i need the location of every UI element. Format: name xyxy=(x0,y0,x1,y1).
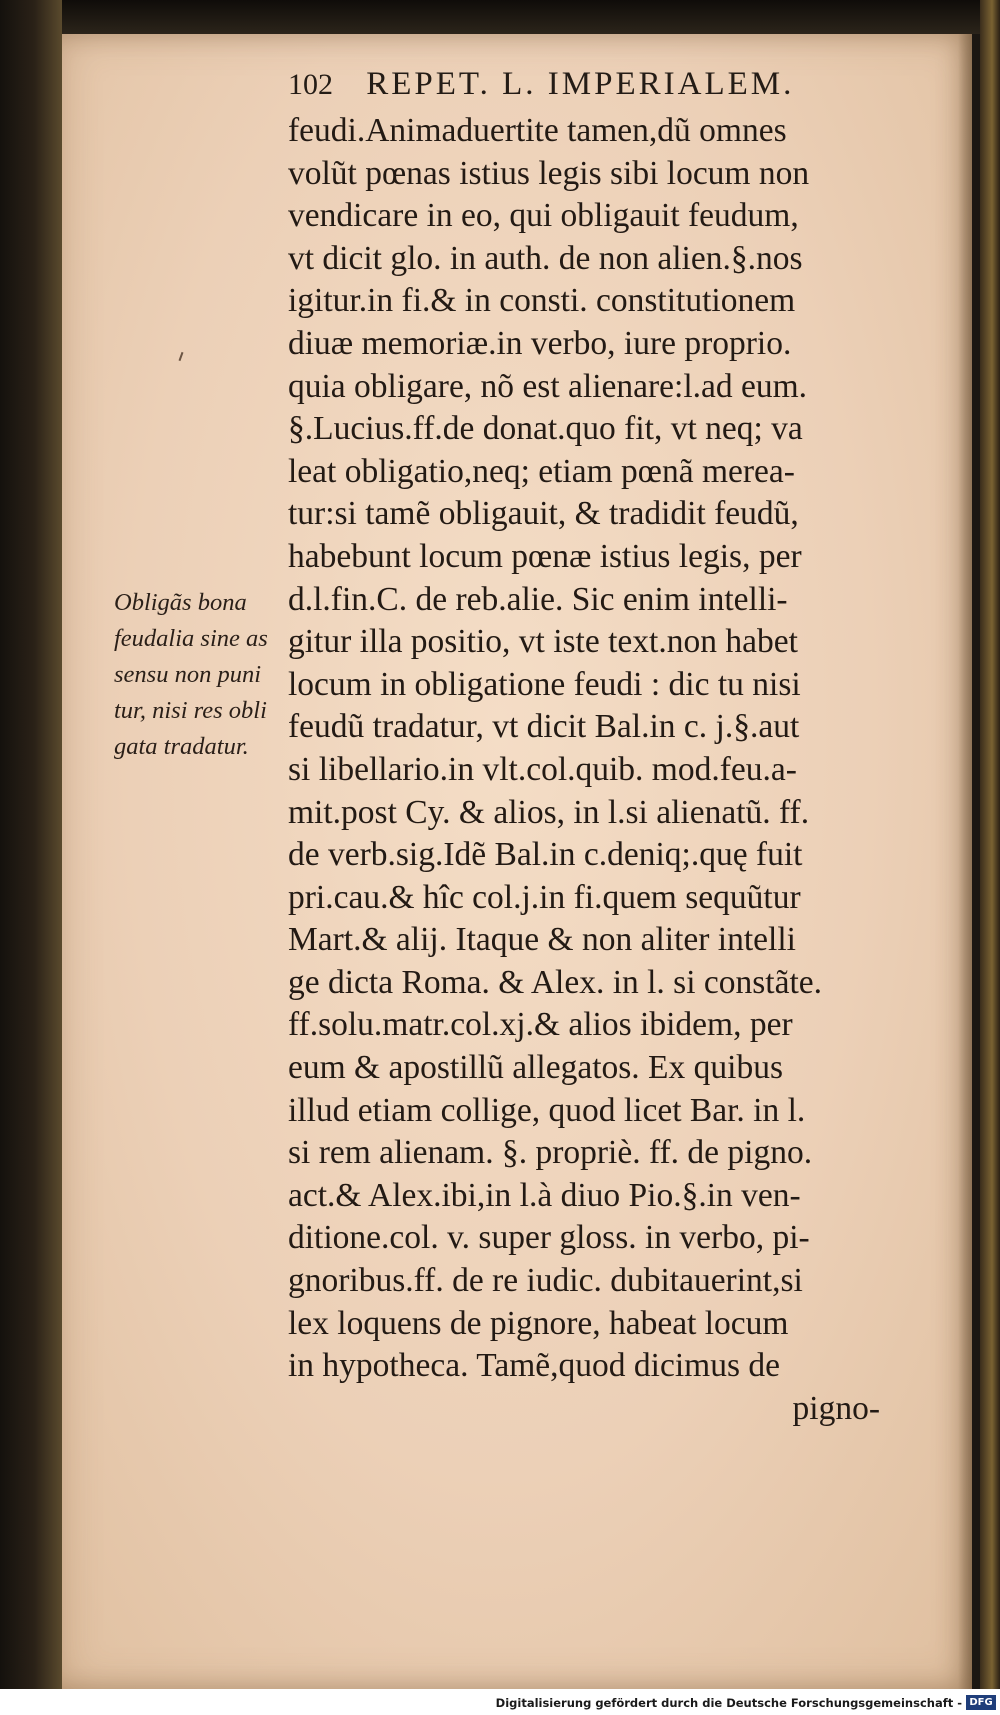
page-number: 102 xyxy=(288,68,333,101)
text-line: vt dicit glo. in auth. de non alien.§.nos xyxy=(288,239,803,277)
text-line: feudũ tradatur, vt dicit Bal.in c. j.§.aut xyxy=(288,708,800,746)
catchword: pigno- xyxy=(792,1389,880,1427)
text-line: §.Lucius.ff.de donat.quo fit, vt neq; va xyxy=(288,410,803,448)
text-line: Mart.& alij. Itaque & non aliter intelli xyxy=(288,921,796,959)
marginal-note-line: gata tradatur. xyxy=(114,733,249,760)
text-line: act.& Alex.ibi,in l.à diuo Pio.§.in ven- xyxy=(288,1176,801,1214)
text-line: d.l.fin.C. de reb.alie. Sic enim intelli- xyxy=(288,580,788,618)
dfg-logo-icon: DFG xyxy=(966,1695,996,1710)
text-line: feudi.Animaduertite tamen,dũ omnes xyxy=(288,112,787,149)
text-line: leat obligatio,neq; etiam pœnã merea- xyxy=(288,452,795,490)
book-fore-edge xyxy=(980,0,1000,1715)
text-line: volũt pœnas istius legis sibi locum non xyxy=(288,154,810,192)
text-line: gnoribus.ff. de re iudic. dubitauerint,si xyxy=(288,1262,803,1300)
text-line: habebunt locum pœnæ istius legis, per xyxy=(288,537,802,575)
text-line: gitur illa positio, vt iste text.non habet xyxy=(288,623,798,661)
text-line: ff.solu.matr.col.xj.& alios ibidem, per xyxy=(288,1006,793,1044)
text-line: locum in obligatione feudi : dic tu nisi xyxy=(288,665,801,703)
text-line: ge dicta Roma. & Alex. in l. si constãte. xyxy=(288,963,823,1001)
text-line: pri.cau.& hîc col.j.in fi.quem sequũtur xyxy=(288,878,801,916)
text-line: eum & apostillũ allegatos. Ex quibus xyxy=(288,1049,783,1087)
text-line: in hypotheca. Tamẽ,quod dicimus de xyxy=(288,1347,780,1385)
page-header xyxy=(288,66,868,116)
marginal-note-line: sensu non puni xyxy=(114,661,261,688)
footer-bar xyxy=(0,1689,1000,1715)
text-line: lex loquens de pignore, habeat locum xyxy=(288,1304,789,1342)
book-spine-edge xyxy=(0,0,62,1715)
marginal-note-line: tur, nisi res obli xyxy=(114,697,267,724)
marginal-note-line: Obligãs bona xyxy=(114,589,247,616)
text-line: illud etiam collige, quod licet Bar. in l. xyxy=(288,1091,806,1129)
scan-top-edge xyxy=(0,0,1000,34)
text-line: si libellario.in vlt.col.quib. mod.feu.a- xyxy=(288,750,797,788)
marginal-note xyxy=(114,585,292,765)
footer-credit: Digitalisierung gefördert durch die Deutsche Forschungsgemeinschaft - xyxy=(495,1696,962,1710)
text-line: ditione.col. v. super gloss. in verbo, pi- xyxy=(288,1219,810,1257)
text-line: diuæ memoriæ.in verbo, iure proprio. xyxy=(288,324,792,362)
main-text-block xyxy=(288,110,880,1430)
text-line: igitur.in fi.& in consti. constitutionem xyxy=(288,282,796,320)
text-line: tur:si tamẽ obligauit, & tradidit feudũ, xyxy=(288,495,799,533)
text-line: mit.post Cy. & alios, in l.si alienatũ. ff. xyxy=(288,793,810,831)
text-line: quia obligare, nõ est alienare:l.ad eum. xyxy=(288,367,808,405)
text-line: de verb.sig.Idẽ Bal.in c.deniq;.quę fuit xyxy=(288,836,803,874)
text-line: vendicare in eo, qui obligauit feudum, xyxy=(288,197,799,235)
marginal-note-line: feudalia sine as xyxy=(114,625,268,652)
text-line: si rem alienam. §. propriè. ff. de pigno. xyxy=(288,1134,813,1172)
page-shadow xyxy=(958,34,972,1689)
running-title: REPET. L. IMPERIALEM. xyxy=(366,66,795,102)
